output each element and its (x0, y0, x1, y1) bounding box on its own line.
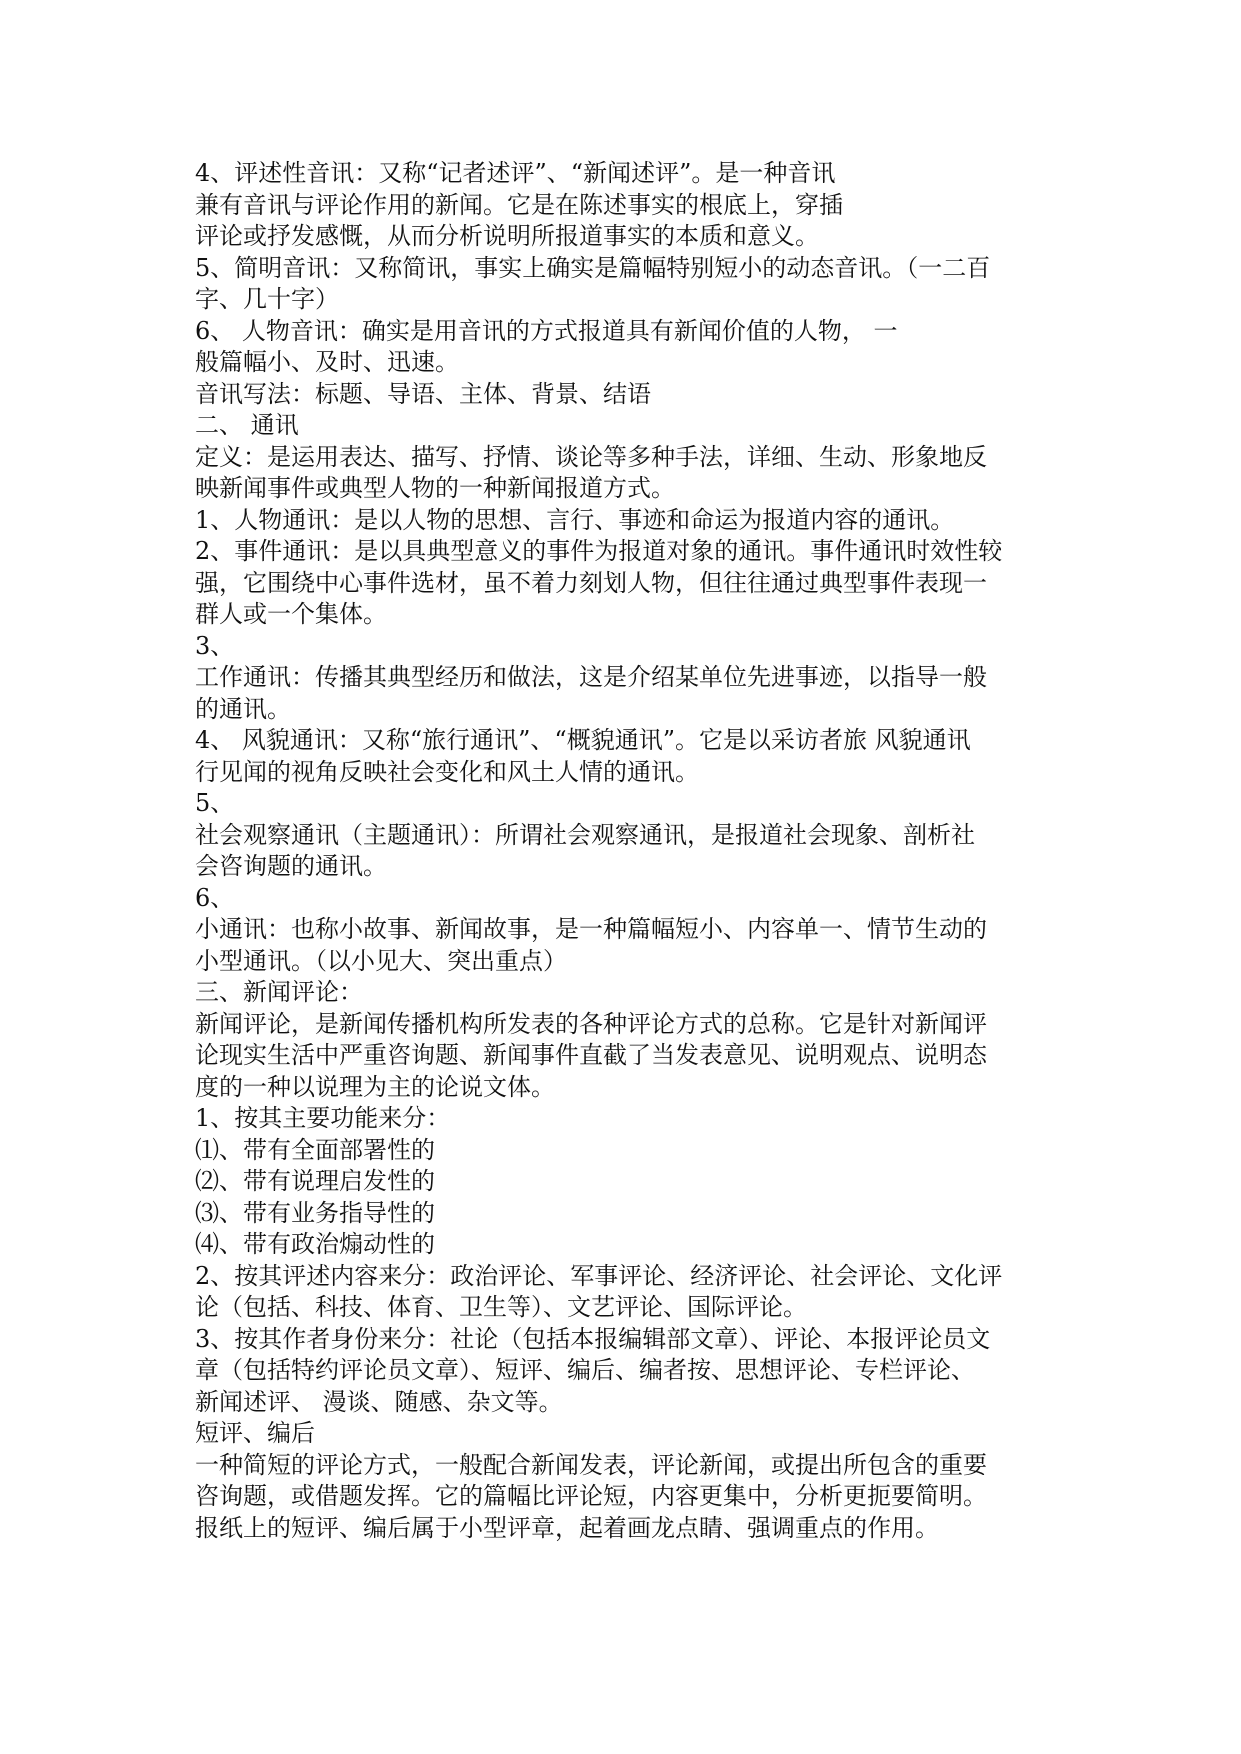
text-line: 1、人物通讯：是以人物的思想、言行、事迹和命运为报道内容的通讯。 (195, 505, 955, 534)
text-line: 5、简明音讯：又称简讯，事实上确实是篇幅特别短小的动态音讯。（一二百 (195, 253, 991, 282)
text-line: 小型通讯。（以小见大、突出重点） (195, 946, 567, 975)
text-line: ⑵、带有说理启发性的 (195, 1167, 435, 1195)
text-line: 6、 人物音讯：确实是用音讯的方式报道具有新闻价值的人物， 一 (195, 316, 898, 345)
text-line: 的通讯。 (195, 694, 291, 723)
text-line: 6、 (195, 883, 235, 912)
text-line: 3、按其作者身份来分：社论（包括本报编辑部文章）、评论、本报评论员文 (195, 1324, 991, 1353)
text-line: ⑴、带有全面部署性的 (195, 1135, 435, 1164)
text-line: 行见闻的视角反映社会变化和风土人情的通讯。 (195, 757, 699, 786)
text-line: 映新闻事件或典型人物的一种新闻报道方式。 (195, 474, 675, 502)
text-line: 新闻述评、 漫谈、随感、杂文等。 (195, 1387, 563, 1416)
text-line: 3、 (195, 631, 235, 660)
text-line: 4、评述性音讯：又称“记者述评”、“新闻述评”。是一种音讯 (195, 159, 836, 187)
text-line: 2、按其评述内容来分：政治评论、军事评论、经济评论、社会评论、文化评 (195, 1261, 1003, 1290)
text-line: 短评、编后 (195, 1419, 315, 1447)
text-line: 1、按其主要功能来分： (195, 1104, 451, 1132)
text-line: ⑷、带有政治煽动性的 (195, 1230, 435, 1258)
text-line: 4、 风貌通讯：又称“旅行通讯”、“概貌通讯”。它是以采访者旅 风貌通讯 (195, 726, 971, 754)
text-line: 定义：是运用表达、描写、抒情、谈论等多种手法，详细、生动、形象地反 (195, 442, 987, 471)
text-line: 社会观察通讯（主题通讯）：所谓社会观察通讯，是报道社会现象、剖析社 (195, 820, 975, 849)
text-line: 度的一种以说理为主的论说文体。 (195, 1072, 555, 1101)
text-line: 三、新闻评论： (195, 978, 363, 1006)
text-line: ⑶、带有业务指导性的 (195, 1198, 435, 1227)
text-line: 音讯写法：标题、导语、主体、背景、结语 (195, 379, 651, 408)
text-line: 小通讯：也称小故事、新闻故事，是一种篇幅短小、内容单一、情节生动的 (195, 915, 987, 943)
text-line: 工作通讯：传播其典型经历和做法，这是介绍某单位先进事迹，以指导一般 (195, 663, 987, 691)
text-line: 报纸上的短评、编后属于小型评章，起着画龙点睛、强调重点的作用。 (195, 1513, 939, 1542)
document-body (195, 158, 1055, 1544)
text-line: 兼有音讯与评论作用的新闻。它是在陈述事实的根底上，穿插 (195, 190, 843, 219)
text-line: 会咨询题的通讯。 (195, 852, 387, 880)
text-line: 5、 (195, 789, 235, 817)
text-line: 评论或抒发感慨，从而分析说明所报道事实的本质和意义。 (195, 222, 819, 250)
text-line: 论现实生活中严重咨询题、新闻事件直截了当发表意见、说明观点、说明态 (195, 1041, 987, 1069)
text-line: 2、事件通讯：是以具典型意义的事件为报道对象的通讯。事件通讯时效性较 (195, 537, 1003, 565)
text-line: 强，它围绕中心事件选材，虽不着力刻划人物，但往往通过典型事件表现一 (195, 568, 987, 597)
text-line: 二、 通讯 (195, 411, 299, 439)
text-line: 章（包括特约评论员文章）、短评、编后、编者按、思想评论、专栏评论、 (195, 1356, 975, 1384)
text-line: 咨询题，或借题发挥。它的篇幅比评论短，内容更集中，分析更扼要简明。 (195, 1482, 987, 1510)
text-line: 一种简短的评论方式，一般配合新闻发表，评论新闻，或提出所包含的重要 (195, 1450, 987, 1479)
text-line: 论（包括、科技、体育、卫生等）、文艺评论、国际评论。 (195, 1293, 807, 1321)
text-line: 群人或一个集体。 (195, 600, 387, 628)
text-line: 新闻评论，是新闻传播机构所发表的各种评论方式的总称。它是针对新闻评 (195, 1009, 987, 1038)
text-line: 般篇幅小、及时、迅速。 (195, 348, 459, 376)
text-line: 字、几十字） (195, 285, 339, 313)
